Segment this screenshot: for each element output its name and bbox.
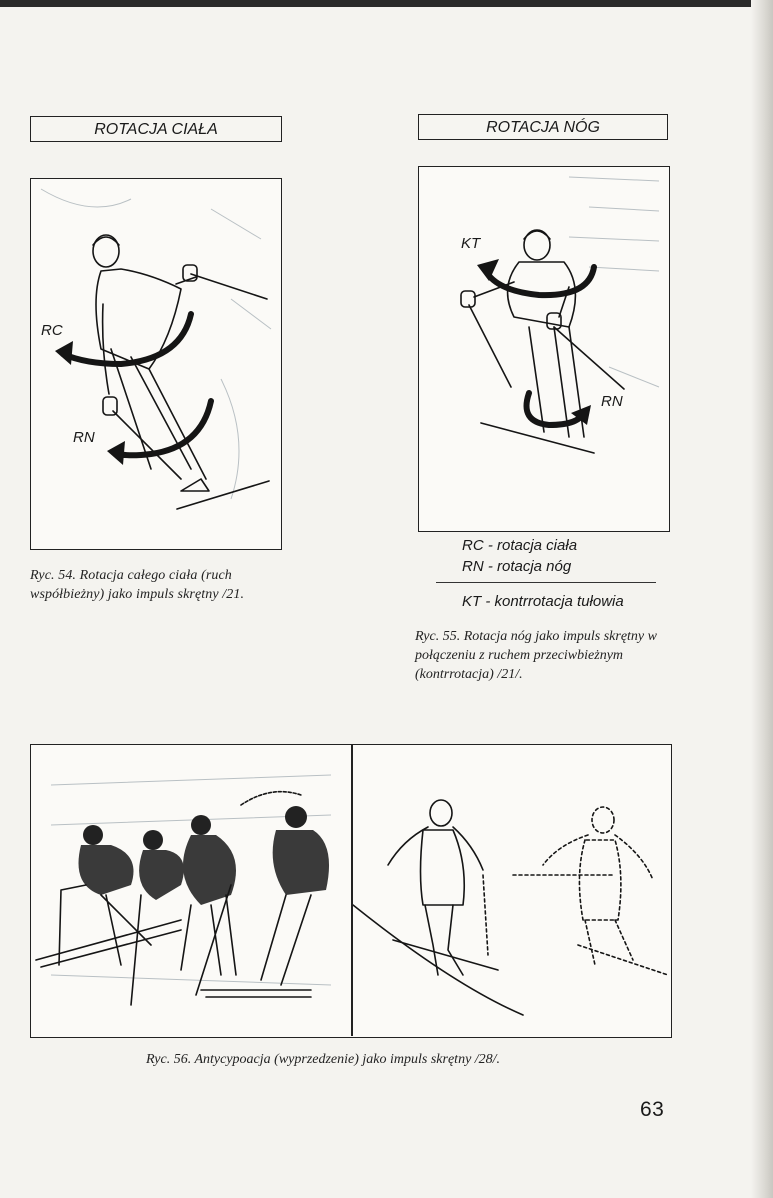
fig54-label-rc: RC [41, 322, 63, 339]
fig54-skier-drawing [31, 179, 280, 548]
fig54-caption: Ryc. 54. Rotacja całego ciała (ruch współbieżny) jako impuls skrętny /21. [30, 568, 245, 602]
legend-kt: KT - kontrrotacja tułowia [462, 593, 624, 610]
legend-divider [436, 582, 656, 583]
fig54-title: ROTACJA CIAŁA [30, 116, 282, 142]
legend-rn: RN - rotacja nóg [462, 558, 572, 575]
fig56-illustration [30, 744, 672, 1038]
fig56-left-drawing [31, 745, 351, 1036]
fig55-label-kt: KT [461, 235, 481, 252]
fig55-skier-drawing [419, 167, 668, 530]
fig55-caption: Ryc. 55. Rotacja nóg jako impuls skrętny w połączeniu z ruchem przeciwbieżnym (kontrrotacja) /21/. [415, 629, 657, 682]
fig56-caption: Ryc. 56. Antycypoacja (wyprzedzenie) jako impuls skrętny /28/. [146, 1052, 501, 1067]
fig55-illustration [418, 166, 670, 532]
fig55-title: ROTACJA NÓG [418, 114, 668, 140]
fig54-label-rn: RN [73, 429, 95, 446]
page-number: 63 [640, 1098, 665, 1121]
fig56-right-drawing [353, 745, 671, 1036]
fig54-illustration [30, 178, 282, 550]
fig55-label-rn: RN [601, 393, 623, 410]
page-top-edge [0, 0, 773, 7]
page-right-edge [751, 0, 773, 1198]
legend-rc: RC - rotacja ciała [462, 537, 578, 554]
